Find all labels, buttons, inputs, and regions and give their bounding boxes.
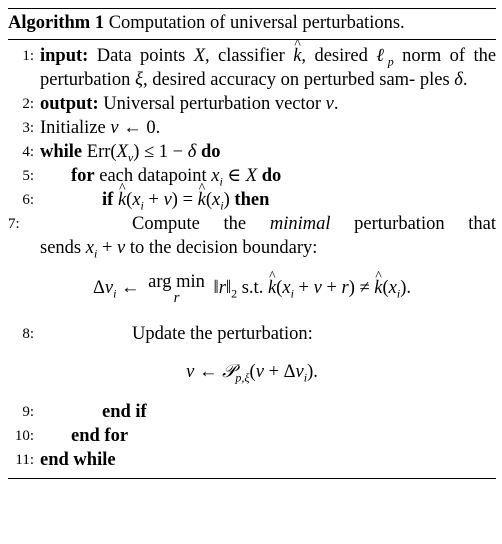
algorithm-title: Computation of universal perturbations.: [108, 13, 405, 33]
text: sends: [40, 238, 82, 258]
keyword-do: do: [261, 166, 282, 186]
line-6: 6: if ^ $k(x_i + v)$ = ^ $k(x_i)$ then: [8, 188, 496, 212]
text: , desired accuracy on perturbed sam-: [142, 70, 416, 90]
line-number: 4:: [22, 144, 34, 160]
text: perturbation that: [354, 214, 497, 234]
bottom-rule: [8, 478, 496, 479]
text: norm of: [402, 46, 466, 66]
line-number: 5:: [22, 168, 34, 184]
line-number: 8:: [22, 326, 34, 342]
keyword-end-if: end if: [102, 402, 147, 422]
algorithm-body: [8, 40, 496, 472]
equation-delta: $\Delta v_i$ ← arg min r $‖r‖_2$ s.t. ^ $k(x_i + v + r)$ ≠ ^ $k(x_i)$.: [8, 260, 496, 322]
text: Universal perturbation vector: [103, 94, 322, 114]
keyword-end-for: end for: [71, 426, 129, 446]
such-that: s.t.: [241, 278, 264, 298]
line-7-cont: sends $x_i + v$ to the decision boundary:: [40, 238, 318, 261]
argmin: arg min r: [148, 272, 205, 306]
line-number: 2:: [22, 96, 34, 112]
text: Data points: [96, 46, 186, 66]
keyword-if: if: [102, 190, 114, 210]
keyword-end-while: end while: [40, 450, 116, 470]
text: , desired: [301, 46, 368, 66]
line-8: [8, 322, 496, 346]
keyword-while: while: [40, 142, 83, 162]
line-number: 1:: [22, 48, 34, 64]
line-number: 11:: [15, 452, 34, 468]
algorithm-block: [8, 0, 496, 479]
err-label: Err: [86, 142, 111, 162]
text: the perturbation: [40, 46, 497, 90]
algorithm-label: Algorithm 1: [8, 13, 105, 33]
equation-update: v ← 𝒫$_{p,\xi}$(v + $\Delta v_i$).: [186, 362, 318, 385]
keyword-for: for: [71, 166, 95, 186]
keyword-do: do: [200, 142, 221, 162]
line-11: [8, 448, 496, 472]
line-10: [8, 424, 496, 448]
line-number: 9:: [22, 404, 34, 420]
keyword-input: input:: [40, 46, 89, 66]
line-4: 4: while $Err(X_v) \le 1 - \delta$ do: [8, 140, 496, 164]
text: Update the perturbation:: [132, 324, 313, 344]
keyword-output: output:: [40, 94, 99, 114]
text: each datapoint: [99, 166, 207, 186]
text: Initialize: [40, 118, 106, 138]
line-2: 2: output: Universal perturbation vector v.: [8, 92, 496, 116]
line-5: 5: for each datapoint $x_i$ ∈ X do: [8, 164, 496, 188]
line-9: [8, 400, 496, 424]
algorithm-caption: [8, 9, 496, 37]
text: , classifier: [205, 46, 285, 66]
text: Compute the: [132, 214, 247, 234]
keyword-then: then: [234, 190, 270, 210]
line-number: 10:: [14, 428, 34, 444]
line-number: 6:: [22, 192, 34, 208]
line-1: 1: input: Data points X, classifier ^ k, desired ℓ$_p$ norm of the perturbation ξ, desired accuracy on perturbed sam- ples δ.: [8, 44, 496, 92]
line-7: [8, 212, 496, 236]
argmin-label: arg min: [148, 272, 205, 292]
line-3: 3: Initialize v ← 0.: [8, 116, 496, 140]
line-number: 7:: [8, 216, 20, 232]
text: to the decision boundary:: [129, 238, 318, 258]
emphasis: minimal: [269, 214, 331, 234]
text: ples: [419, 70, 450, 90]
line-number: 3:: [22, 120, 34, 136]
